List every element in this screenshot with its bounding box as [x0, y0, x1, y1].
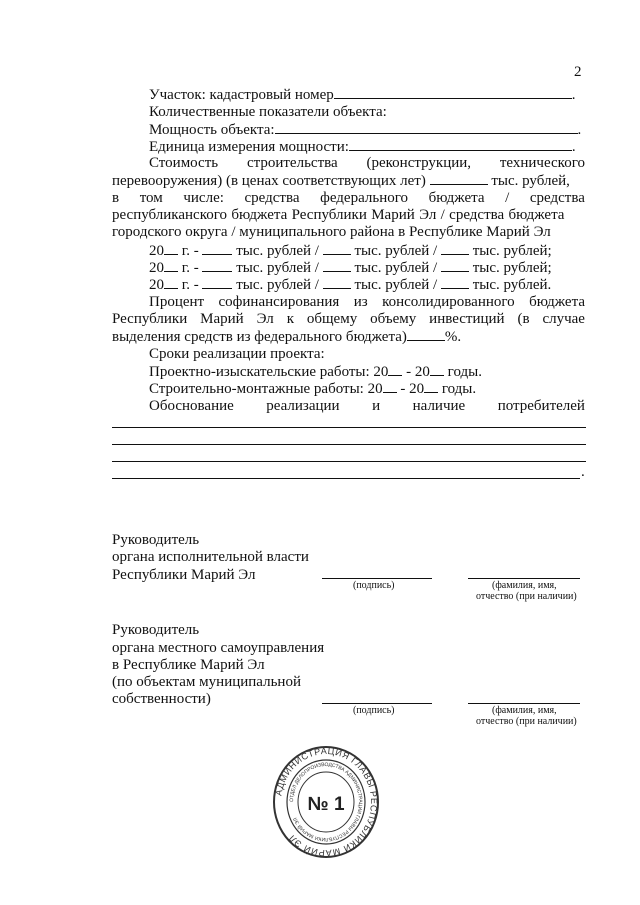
amount-blank: [441, 242, 469, 255]
year-blank: [164, 242, 178, 255]
cofinancing-word: из: [353, 294, 368, 310]
signatory-title-line: Руководитель: [112, 622, 200, 638]
capacity-line: [149, 121, 581, 138]
design-works-line: [149, 363, 482, 380]
cofinancing-suffix: %.: [444, 329, 462, 345]
percent-blank: [407, 328, 445, 341]
cost-word: Стоимость: [149, 155, 219, 171]
justification-blank-line: [112, 444, 586, 445]
justification-end-dot: .: [581, 464, 585, 480]
stamp-center-text: № 1: [307, 794, 345, 815]
amount-unit: тыс. рублей /: [354, 243, 438, 259]
years-word: годы.: [447, 364, 482, 380]
justification-blank-line: [112, 478, 580, 479]
cofinancing-word: бюджета: [529, 294, 585, 310]
amount-blank: [202, 242, 232, 255]
justification-word: реализации: [266, 398, 340, 414]
justification-blank-line: [112, 461, 586, 462]
cofinancing-word: консолидированного: [382, 294, 515, 310]
signatory-title-line: в Республике Марий Эл: [112, 657, 265, 673]
cofinancing-word: общему: [306, 311, 358, 327]
page-number: 2: [574, 64, 582, 80]
justification-word: Обоснование: [149, 398, 234, 414]
cost-word: (реконструкции,: [366, 155, 472, 171]
cost-word: средства: [529, 190, 585, 206]
amount-blank: [202, 259, 232, 272]
signatory-title-line: Руководитель: [112, 532, 200, 548]
cost-line-5: городского округа / муниципального района в Республике Марий Эл: [112, 224, 551, 240]
amount-unit: тыс. рублей /: [354, 260, 438, 276]
signatory-title-line: Республики Марий Эл: [112, 567, 256, 583]
cofinancing-word: случае: [542, 311, 585, 327]
year-prefix: 20: [149, 277, 164, 293]
amount-unit: тыс. рублей;: [472, 260, 552, 276]
cost-line-1: [149, 155, 585, 171]
signatory-title-line: органа исполнительной власти: [112, 549, 309, 565]
amount-unit: тыс. рублей /: [236, 243, 319, 259]
name-caption: (фамилия, имя,: [492, 580, 557, 591]
official-stamp: [272, 743, 380, 859]
design-label: Проектно-изыскательские работы: 20: [149, 364, 389, 380]
amount-blank: [323, 242, 351, 255]
cost-word: /: [505, 190, 510, 206]
cofinancing-line-3: [112, 328, 461, 345]
justification-word: потребителей: [497, 398, 585, 414]
year-blank: [430, 363, 444, 376]
cofinancing-line-2: [112, 311, 585, 327]
cost-line-3: [112, 190, 585, 206]
year-row: [149, 276, 551, 293]
year-prefix: 20: [149, 243, 164, 259]
cofinancing-word: инвестиций: [429, 311, 505, 327]
cost-prefix: перевооружения) (в ценах соответствующих лет): [112, 173, 426, 189]
cost-word: строительства: [246, 155, 338, 171]
dash-20: - 20: [400, 381, 425, 397]
signatory-title-line: (по объектам муниципальной: [112, 674, 301, 690]
cost-word: в: [112, 190, 120, 206]
year-row: [149, 259, 552, 276]
signature-line: [322, 578, 432, 579]
cost-word: том: [139, 190, 163, 206]
cofinancing-word: объему: [370, 311, 417, 327]
stamp-inner-textpath: ОТДЕЛ ДЕЛОПРОИЗВОДСТВА АДМИНИСТРАЦИИ ГЛАВЫ РЕСПУБЛИКИ МАРИЙ ЭЛ: [288, 761, 364, 843]
capacity-end-dot: .: [577, 122, 582, 138]
signatory-title-line: органа местного самоуправления: [112, 640, 325, 656]
name-caption: отчество (при наличии): [476, 716, 577, 727]
amount-unit: тыс. рублей;: [472, 243, 552, 259]
year-prefix: 20: [149, 260, 164, 276]
signature-caption: (подпись): [353, 580, 395, 591]
cofinancing-prefix: выделения средств из федерального бюджета): [112, 329, 407, 345]
capacity-blank: [275, 121, 578, 134]
cofinancing-word: софинансирования: [218, 294, 340, 310]
construction-works-line: [149, 380, 476, 397]
name-line: [468, 578, 580, 579]
amount-unit: тыс. рублей /: [236, 260, 319, 276]
years-word: годы.: [441, 381, 477, 397]
justification-word: и: [372, 398, 381, 414]
cost-word: федерального: [320, 190, 408, 206]
dash-20: - 20: [406, 364, 430, 380]
year-blank: [383, 380, 397, 393]
year-row: [149, 242, 552, 259]
unit-label: Единица измерения мощности:: [149, 139, 349, 155]
amount-unit: тыс. рублей /: [236, 277, 319, 293]
justification-word: наличие: [412, 398, 466, 414]
amount-blank: [441, 259, 469, 272]
amount-unit: тыс. рублей.: [472, 277, 552, 293]
year-blank: [164, 259, 178, 272]
signature-line: [322, 703, 432, 704]
cost-total-blank: [430, 172, 488, 185]
year-blank: [164, 276, 178, 289]
name-line: [468, 703, 580, 704]
year-blank: [388, 363, 402, 376]
amount-blank: [441, 276, 469, 289]
timeline-title: Сроки реализации проекта:: [149, 346, 325, 362]
cost-word: технического: [499, 155, 585, 171]
year-g: г. -: [181, 277, 199, 293]
unit-line: [149, 138, 576, 155]
unit-end-dot: .: [571, 139, 576, 155]
plot-end-dot: .: [571, 87, 576, 103]
cofinancing-word: (в: [517, 311, 530, 327]
cost-line-2: [112, 172, 570, 189]
signature-caption: (подпись): [353, 705, 395, 716]
cost-line-4: республиканского бюджета Республики Марий Эл / средства бюджета: [112, 207, 565, 223]
cofinancing-word: к: [286, 311, 294, 327]
amount-blank: [323, 259, 351, 272]
year-blank: [424, 380, 438, 393]
plot-line: [149, 86, 576, 103]
justification-blank-line: [112, 427, 586, 428]
cofinancing-word: Республики: [112, 311, 188, 327]
cost-word: числе:: [183, 190, 224, 206]
cofinancing-word: Марий: [200, 311, 244, 327]
cost-suffix: тыс. рублей,: [491, 173, 570, 189]
plot-number-blank: [334, 86, 572, 99]
amount-blank: [202, 276, 232, 289]
amount-blank: [323, 276, 351, 289]
cost-word: средства: [244, 190, 300, 206]
cofinancing-word: Процент: [149, 294, 205, 310]
name-caption: отчество (при наличии): [476, 591, 577, 602]
cofinancing-line-1: [149, 294, 585, 310]
name-caption: (фамилия, имя,: [492, 705, 557, 716]
capacity-label: Мощность объекта:: [149, 122, 275, 138]
unit-blank: [349, 138, 572, 151]
signatory-title-line: собственности): [112, 691, 211, 707]
year-g: г. -: [181, 243, 199, 259]
construction-label: Строительно-монтажные работы: 20: [149, 381, 383, 397]
cofinancing-word: Эл: [256, 311, 274, 327]
justification-line: [149, 398, 585, 414]
plot-label: Участок: кадастровый номер: [149, 87, 334, 103]
year-g: г. -: [181, 260, 199, 276]
stamp-outer-textpath: АДМИНИСТРАЦИЯ ГЛАВЫ РЕСПУБЛИКИ МАРИЙ ЭЛ: [273, 745, 380, 859]
quantitative-label: Количественные показатели объекта:: [149, 104, 387, 120]
amount-unit: тыс. рублей /: [354, 277, 438, 293]
cost-word: бюджета: [428, 190, 485, 206]
